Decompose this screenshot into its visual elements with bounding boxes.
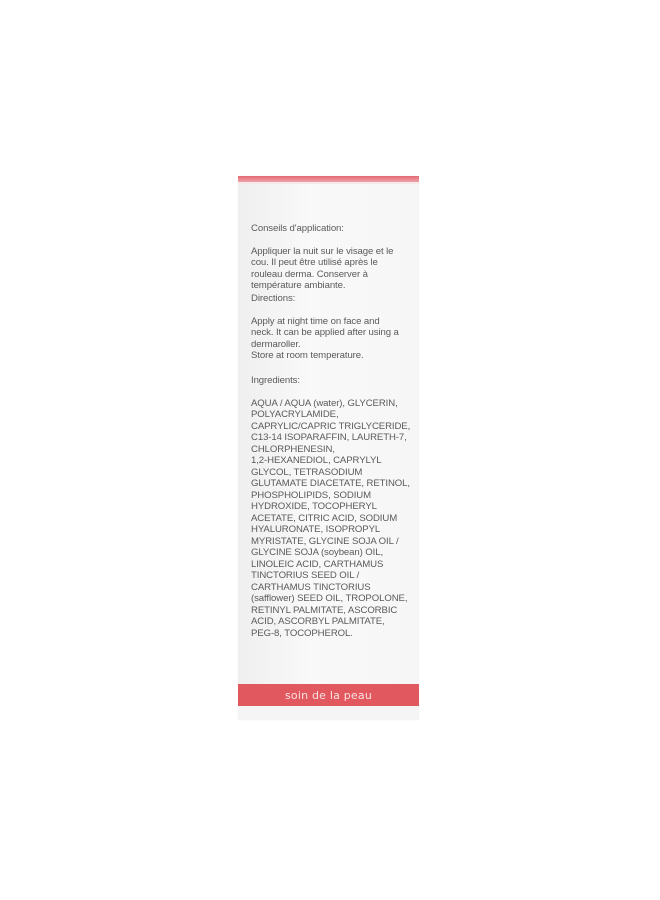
product-box-side-panel xyxy=(238,176,419,720)
brand-band xyxy=(238,684,419,706)
top-accent-strip xyxy=(238,176,419,184)
conseils-heading: Conseils d'application: xyxy=(251,222,344,234)
conseils-body: Appliquer la nuit sur le visage et le cou. Il peut être utilisé après le rouleau derma. Conserver à température ambiante. xyxy=(251,245,394,291)
ingredients-heading: Ingredients: xyxy=(251,374,300,386)
conseils-section xyxy=(251,211,416,292)
ingredients-body: AQUA / AQUA (water), GLYCERIN, POLYACRYLAMIDE, CAPRYLIC/CAPRIC TRIGLYCERIDE, C13-14 ISOPARAFFIN, LAURETH-7, CHLORPHENESIN, 1,2-HEXANEDIOL, CAPRYLYL GLYCOL, TETRASODIUM GLUTAMATE DIACETATE, RETINOL, PHOSPHOLIPIDS, SODIUM HYDROXIDE, TOCOPHERYL ACETATE, CITRIC ACID, SODIUM HYALURONATE, ISOPROPYL MYRISTATE, GLYCINE SOJA OIL / GLYCINE SOJA (soybean) OIL, LINOLEIC ACID, CARTHAMUS TINCTORIUS SEED OIL / CARTHAMUS TINCTORIUS (safflower) SEED OIL, TROPOLONE, RETINYL PALMITATE, ASCORBIC ACID, ASCORBYL PALMITATE, PEG-8, TOCOPHEROL. xyxy=(251,397,411,639)
directions-heading: Directions: xyxy=(251,292,296,304)
ingredients-section xyxy=(251,363,416,639)
label-panel xyxy=(238,184,419,684)
band-label: soin de la peau xyxy=(285,688,372,702)
directions-body: Apply at night time on face and neck. It can be applied after using a dermaroller. Store at room temperature. xyxy=(251,315,399,361)
directions-section xyxy=(251,281,416,362)
bottom-panel xyxy=(238,706,419,720)
